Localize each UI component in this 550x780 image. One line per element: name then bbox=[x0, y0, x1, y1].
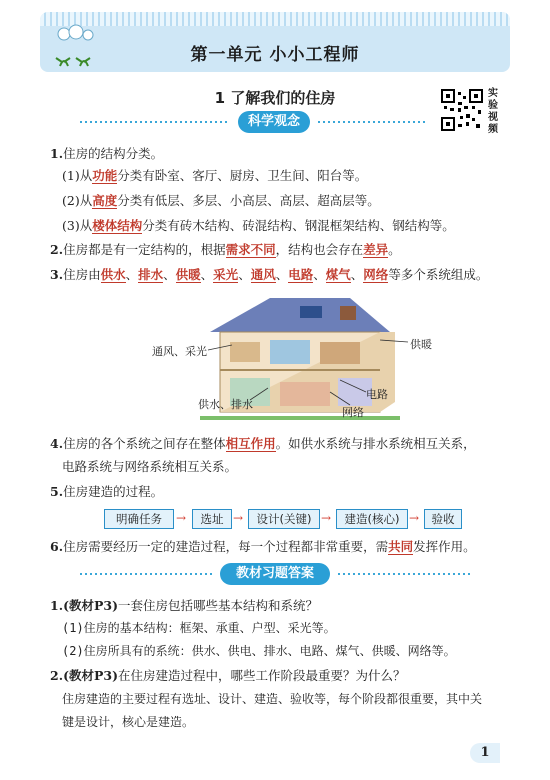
section-header-answers bbox=[40, 563, 510, 585]
flow-step: 选址 bbox=[192, 509, 232, 529]
label-heating: 供暖 bbox=[410, 338, 432, 351]
flow-step: 建造(核心) bbox=[336, 509, 408, 529]
arrow-right-icon: → bbox=[321, 511, 332, 525]
section-pill: 教材习题答案 bbox=[220, 563, 330, 585]
item-2: 2.住房都是有一定结构的，根据需求不同，结构也会存在差异。 bbox=[50, 242, 401, 257]
label-circuit: 电路 bbox=[366, 388, 388, 401]
section-pill: 科学观念 bbox=[238, 111, 310, 133]
item-1b: (2)从高度分类有低层、多层、小高层、高层、超高层等。 bbox=[62, 193, 380, 208]
item-1a: (1)从功能分类有卧室、客厅、厨房、卫生间、阳台等。 bbox=[62, 168, 368, 183]
item-5: 5.住房建造的过程。 bbox=[50, 484, 164, 499]
construction-process-flow bbox=[0, 509, 550, 529]
exercise-1-answer-b: (2)住房所具有的系统：供水、供电、排水、电路、煤气、供暖、网络等。 bbox=[62, 644, 456, 658]
lesson-title: 1 了解我们的住房 bbox=[214, 89, 336, 107]
arrow-right-icon: → bbox=[409, 511, 420, 525]
arrow-right-icon: → bbox=[176, 511, 187, 525]
item-6: 6.住房需要经历一定的建造过程，每一个过程都非常重要，需共同发挥作用。 bbox=[50, 539, 476, 554]
item-4: 4.住房的各个系统之间存在整体相互作用。如供水系统与排水系统相互关系， bbox=[50, 436, 476, 451]
label-ventilation: 通风、采光 bbox=[152, 345, 207, 358]
page-number: 1 bbox=[470, 743, 500, 763]
flow-step: 设计(关键) bbox=[248, 509, 320, 529]
qr-label: 实 验 视 频 bbox=[488, 88, 498, 135]
arrow-right-icon: → bbox=[233, 511, 244, 525]
flow-step: 明确任务 bbox=[104, 509, 174, 529]
item-3: 3.住房由供水、排水、供暖、采光、通风、电路、煤气、网络等多个系统组成。 bbox=[50, 267, 489, 282]
exercise-2-answer-line2: 键是设计，核心是建造。 bbox=[62, 715, 195, 729]
unit-title: 第一单元 小小工程师 bbox=[190, 45, 360, 65]
exercise-2: 2.(教材P3)在住房建造过程中，哪些工作阶段最重要？为什么？ bbox=[50, 668, 406, 683]
item-1: 1.住房的结构分类。 bbox=[50, 146, 164, 161]
exercise-1-answer-a: (1)住房的基本结构：框架、承重、户型、采光等。 bbox=[62, 621, 336, 635]
exercise-1: 1.(教材P3)一套住房包括哪些基本结构和系统？ bbox=[50, 598, 319, 613]
item-1c: (3)从楼体结构分类有砖木结构、砖混结构、钢混框架结构、钢结构等。 bbox=[62, 218, 455, 233]
flow-step: 验收 bbox=[424, 509, 462, 529]
label-water: 供水、排水 bbox=[198, 398, 253, 411]
label-network: 网络 bbox=[342, 406, 364, 419]
item-4-line2: 电路系统与网络系统相互关系。 bbox=[62, 459, 238, 474]
exercise-2-answer-line1: 住房建造的主要过程有选址、设计、建造、验收等，每个阶段都很重要，其中关 bbox=[62, 692, 483, 706]
